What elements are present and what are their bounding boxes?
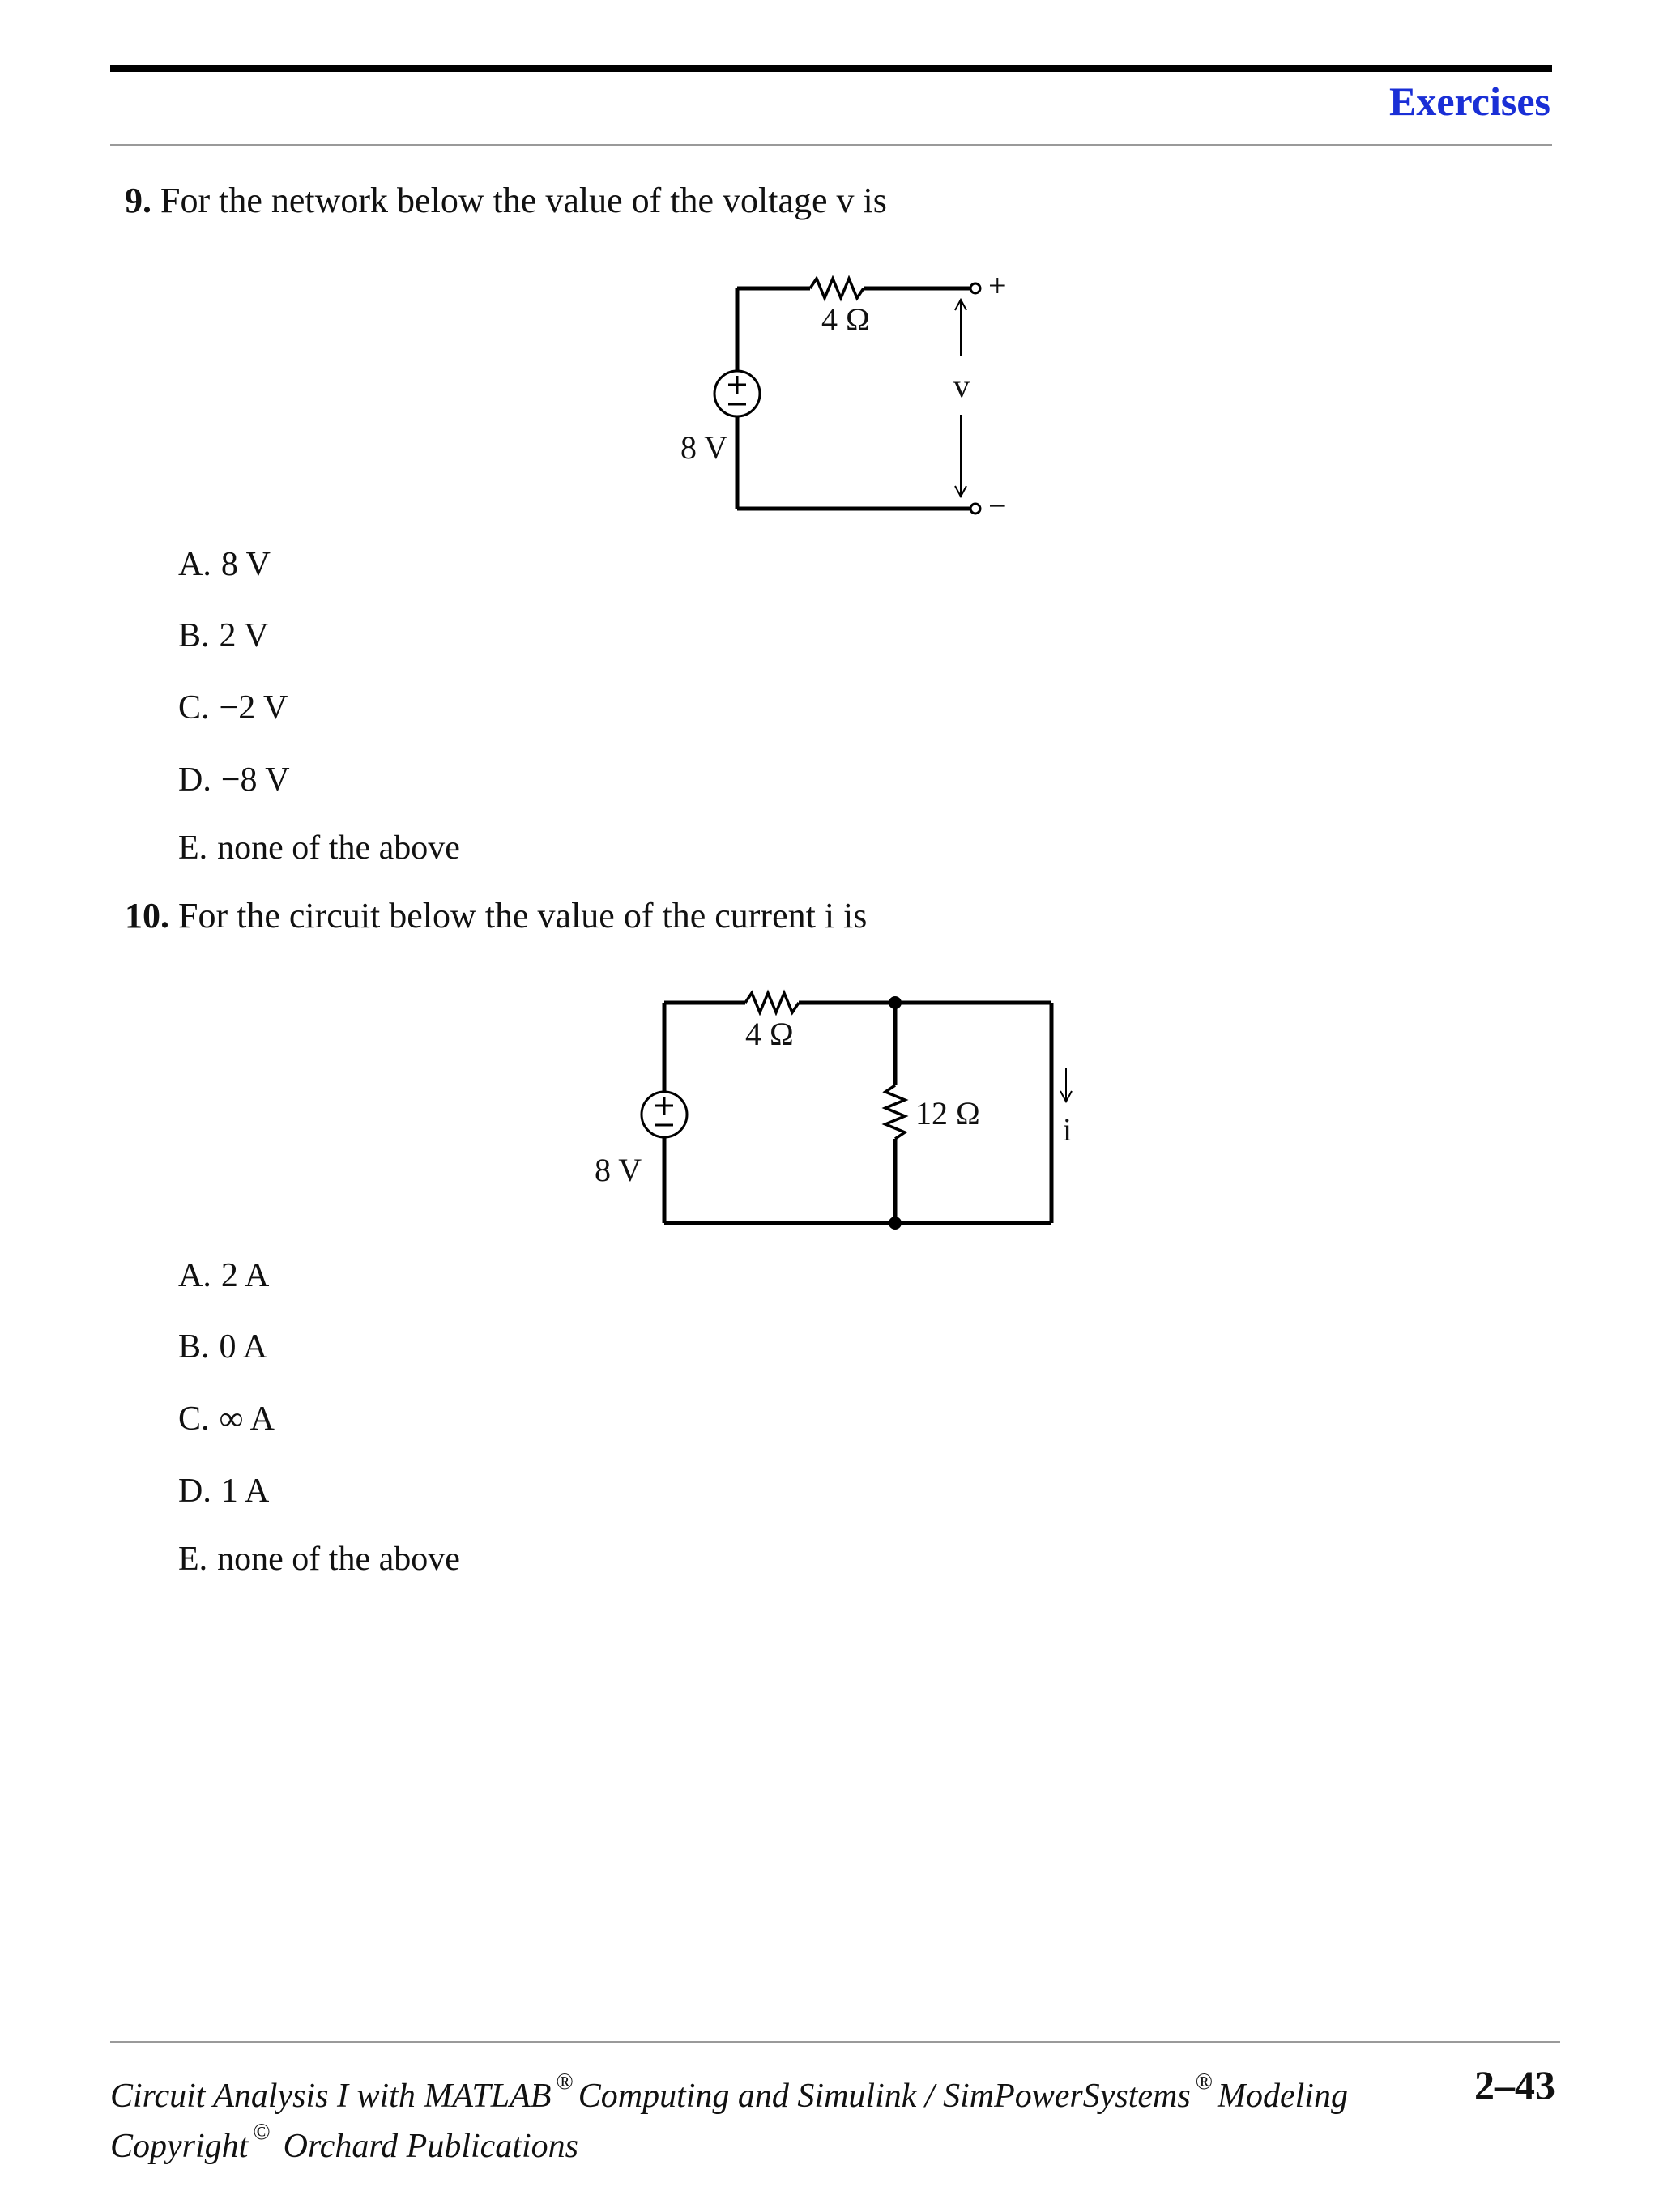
resistor-4-ohm xyxy=(810,279,864,298)
circuit-diagram-10 xyxy=(583,972,1102,1239)
voltage-label: v xyxy=(953,368,970,404)
current-label: i xyxy=(1063,1111,1073,1148)
terminal-minus xyxy=(970,504,980,514)
question-9 xyxy=(125,180,887,222)
question-number: 10. xyxy=(125,896,169,936)
source-label: 8 V xyxy=(680,429,728,466)
voltage-source xyxy=(642,1092,687,1137)
q9-choice-e: E. none of the above xyxy=(178,829,460,867)
resistor-label: 4 Ω xyxy=(821,301,870,338)
footer-copyright: Copyright © Orchard Publications xyxy=(110,2120,578,2165)
node-top xyxy=(889,996,902,1009)
question-text: For the circuit below the value of the current i is xyxy=(178,896,868,936)
q10-choice-e: E. none of the above xyxy=(178,1541,460,1578)
page-number: 2–43 xyxy=(1474,2062,1555,2108)
terminal-plus xyxy=(970,283,980,293)
series-resistor-label: 4 Ω xyxy=(745,1016,794,1052)
section-title: Exercises xyxy=(1388,79,1550,124)
question-number: 9. xyxy=(125,181,151,220)
q10-choice-b: B. 0 A xyxy=(178,1328,268,1366)
footer-divider xyxy=(110,2041,1560,2043)
q10-choice-c: C. ∞ A xyxy=(178,1400,275,1438)
q10-choice-a: A. 2 A xyxy=(178,1257,270,1294)
shunt-resistor-label: 12 Ω xyxy=(915,1095,980,1132)
footer-book-title: Circuit Analysis I with MATLAB ® Computing and Simulink / SimPowerSystems ® Modeling xyxy=(110,2069,1348,2115)
series-resistor xyxy=(745,993,799,1012)
q9-choice-b: B. 2 V xyxy=(178,617,269,654)
plus-label: + xyxy=(988,267,1007,304)
q9-choice-a: A. 8 V xyxy=(178,546,271,583)
question-text: For the network below the value of the voltage v is xyxy=(160,181,887,220)
node-bottom xyxy=(889,1217,902,1230)
question-10 xyxy=(125,895,867,937)
q10-choice-d: D. 1 A xyxy=(178,1473,270,1510)
minus-label: − xyxy=(988,488,1007,524)
voltage-source xyxy=(714,371,760,416)
header-divider xyxy=(110,144,1552,146)
header-rule xyxy=(110,65,1552,72)
circuit-diagram-9 xyxy=(664,259,1037,526)
q9-choice-c: C. −2 V xyxy=(178,689,288,727)
shunt-resistor xyxy=(885,1085,905,1139)
q9-choice-d: D. −8 V xyxy=(178,761,290,799)
source-label: 8 V xyxy=(595,1152,642,1188)
